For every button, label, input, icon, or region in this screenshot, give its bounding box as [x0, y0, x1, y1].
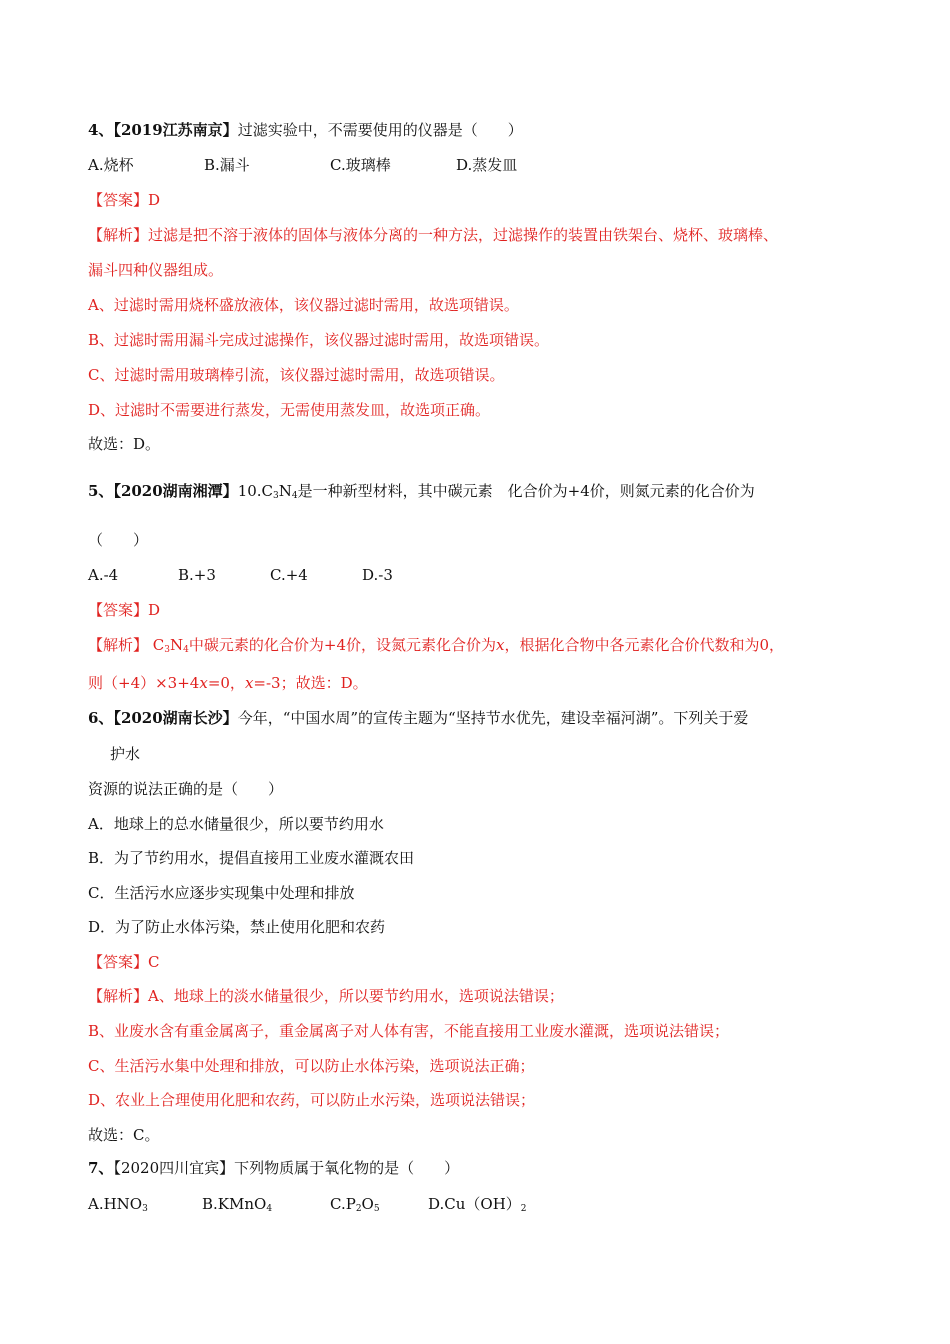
- q5-option-b: B.+3: [178, 566, 216, 584]
- q6-analysis-point-d: D、农业上合理使用化肥和农药，可以防止水污染，选项说法错误；: [88, 1091, 536, 1109]
- q6-option-a: A．地球上的总水储量很少，所以要节约用水: [88, 815, 384, 833]
- q5-formula-n: N: [278, 482, 292, 500]
- q4-conclusion: 故选：D。: [88, 435, 161, 453]
- q4-option-d: D.蒸发皿: [456, 156, 518, 174]
- answer-label: 【答案】: [88, 953, 149, 971]
- q5-formula-c: 10.C: [237, 482, 274, 500]
- q4-analysis-text: 过滤是把不溶于液体的固体与液体分离的一种方法，过滤操作的装置由铁架台、烧杯、玻璃棒、: [148, 226, 779, 244]
- q5-option-c: C.+4: [270, 566, 308, 584]
- q6-answer-value: C: [148, 953, 160, 971]
- q4-answer-value: D: [148, 191, 161, 209]
- q5-answer: [88, 600, 160, 620]
- q7-option-c-text1: C.P: [330, 1195, 356, 1213]
- q7-option-a-text: A.HNO: [88, 1195, 143, 1213]
- q5-analysis-c: C: [152, 636, 165, 654]
- q7-option-c-sub2: 5: [373, 1204, 380, 1214]
- q5-analysis-sub-3: 3: [164, 645, 171, 655]
- q5-variable-x: x: [496, 636, 505, 654]
- q5-stem-text: 是一种新型材料，其中碳元素 化合价为+4价，则氮元素的化合价为: [297, 482, 755, 500]
- q5-equation-part-b: =0，: [207, 674, 245, 692]
- analysis-label: 【解析】: [88, 987, 149, 1005]
- q6-source: 【2020湖南长沙】: [113, 709, 238, 727]
- q6-option-b: B．为了节约用水，提倡直接用工业废水灌溉农田: [88, 849, 415, 867]
- q5-answer-value: D: [148, 601, 161, 619]
- q4-analysis-point-c: C、过滤时需用玻璃棒引流，该仪器过滤时需用，故选项错误。: [88, 366, 505, 384]
- q5-variable-x-2: x: [199, 674, 208, 692]
- q5-stem-paren: （ ）: [88, 531, 149, 549]
- q4-number: 4、: [88, 121, 114, 139]
- q7-option-c: [330, 1194, 428, 1219]
- q7-option-a: [88, 1194, 202, 1219]
- q6-answer: [88, 952, 160, 972]
- q7-option-a-sub: 3: [142, 1204, 148, 1214]
- answer-label: 【答案】: [88, 601, 149, 619]
- q5-options: [88, 565, 393, 585]
- q7-option-b-sub: 4: [266, 1204, 273, 1214]
- q5-option-a: A.-4: [88, 566, 119, 584]
- q7-number: 7、: [88, 1159, 114, 1177]
- q7-stem: [88, 1158, 459, 1178]
- q4-analysis-point-d: D、过滤时不需要进行蒸发，无需使用蒸发皿，故选项正确。: [88, 401, 491, 419]
- q5-stem: [88, 481, 755, 506]
- q5-sub-3: 3: [273, 491, 279, 501]
- q5-sub-4: 4: [291, 491, 298, 501]
- q7-option-c-text2: O: [361, 1195, 374, 1213]
- q7-option-d: [428, 1194, 527, 1219]
- q6-number: 6、: [88, 709, 114, 727]
- q4-option-c: C.玻璃棒: [330, 156, 391, 174]
- q5-equation-part-a: 则（+4）×3+4: [88, 674, 200, 692]
- q5-analysis-line1: [88, 635, 784, 660]
- q5-analysis-line2: [88, 673, 368, 693]
- q6-stem-line1: [88, 708, 748, 728]
- q4-stem-text: 过滤实验中，不需要使用的仪器是（ ）: [237, 121, 523, 139]
- q7-source: 【2020四川宜宾】: [113, 1159, 235, 1177]
- q6-stem-line3: 资源的说法正确的是（ ）: [88, 780, 284, 798]
- answer-label: 【答案】: [88, 191, 149, 209]
- q4-analysis-line2: 漏斗四种仪器组成。: [88, 261, 224, 279]
- q6-analysis-line1: [88, 986, 564, 1006]
- q7-stem-text: 下列物质属于氧化物的是（ ）: [234, 1159, 460, 1177]
- q4-answer: [88, 190, 160, 210]
- q4-analysis-point-b: B、过滤时需用漏斗完成过滤操作，该仪器过滤时需用，故选项错误。: [88, 331, 550, 349]
- q5-analysis-sub-4: 4: [183, 645, 189, 655]
- q5-source: 【2020湖南湘潭】: [113, 482, 238, 500]
- q4-option-a: A.烧杯: [88, 156, 134, 174]
- q6-option-d: D．为了防止水体污染，禁止使用化肥和农药: [88, 918, 386, 936]
- q6-stem-line2: 护水: [110, 745, 141, 763]
- q4-options: [88, 155, 517, 175]
- analysis-label: 【解析】: [88, 226, 149, 244]
- q4-stem: [88, 120, 523, 140]
- q5-analysis-end: ，根据化合物中各元素化合价代数和为0，: [504, 636, 785, 654]
- q5-option-d: D.-3: [362, 566, 393, 584]
- q5-analysis-text: 中碳元素的化合价为+4价，设氮元素化合价为: [188, 636, 496, 654]
- q7-option-d-text: D.Cu（OH）: [428, 1195, 521, 1213]
- q7-options: [88, 1194, 527, 1219]
- q4-analysis-point-a: A、过滤时需用烧杯盛放液体，该仪器过滤时需用，故选项错误。: [88, 296, 519, 314]
- q7-option-c-sub1: 2: [355, 1204, 362, 1214]
- q6-analysis-point-c: C、生活污水集中处理和排放，可以防止水体污染，选项说法正确；: [88, 1057, 535, 1075]
- q6-option-c: C．生活污水应逐步实现集中处理和排放: [88, 884, 355, 902]
- q4-option-b: B.漏斗: [204, 156, 250, 174]
- q7-option-b-text: B.KMnO: [202, 1195, 267, 1213]
- q4-analysis-line1: [88, 225, 778, 245]
- q6-analysis-text: A、地球上的淡水储量很少，所以要节约用水，选项说法错误；: [148, 987, 564, 1005]
- q5-equation-part-c: =-3；故选：D。: [253, 674, 368, 692]
- q6-stem-text: 今年，“中国水周”的宣传主题为“坚持节水优先，建设幸福河湖”。下列关于爱: [237, 709, 749, 727]
- q4-source: 【2019江苏南京】: [113, 121, 238, 139]
- q6-analysis-point-b: B、业废水含有重金属离子，重金属离子对人体有害，不能直接用工业废水灌溉，选项说法错误；: [88, 1022, 730, 1040]
- q7-option-b: [202, 1194, 330, 1219]
- q6-conclusion: 故选：C。: [88, 1126, 160, 1144]
- q7-option-d-sub: 2: [520, 1204, 527, 1214]
- analysis-label: 【解析】: [88, 636, 149, 654]
- q5-number: 5、: [88, 482, 114, 500]
- q5-analysis-n: N: [170, 636, 184, 654]
- q5-variable-x-3: x: [244, 674, 254, 692]
